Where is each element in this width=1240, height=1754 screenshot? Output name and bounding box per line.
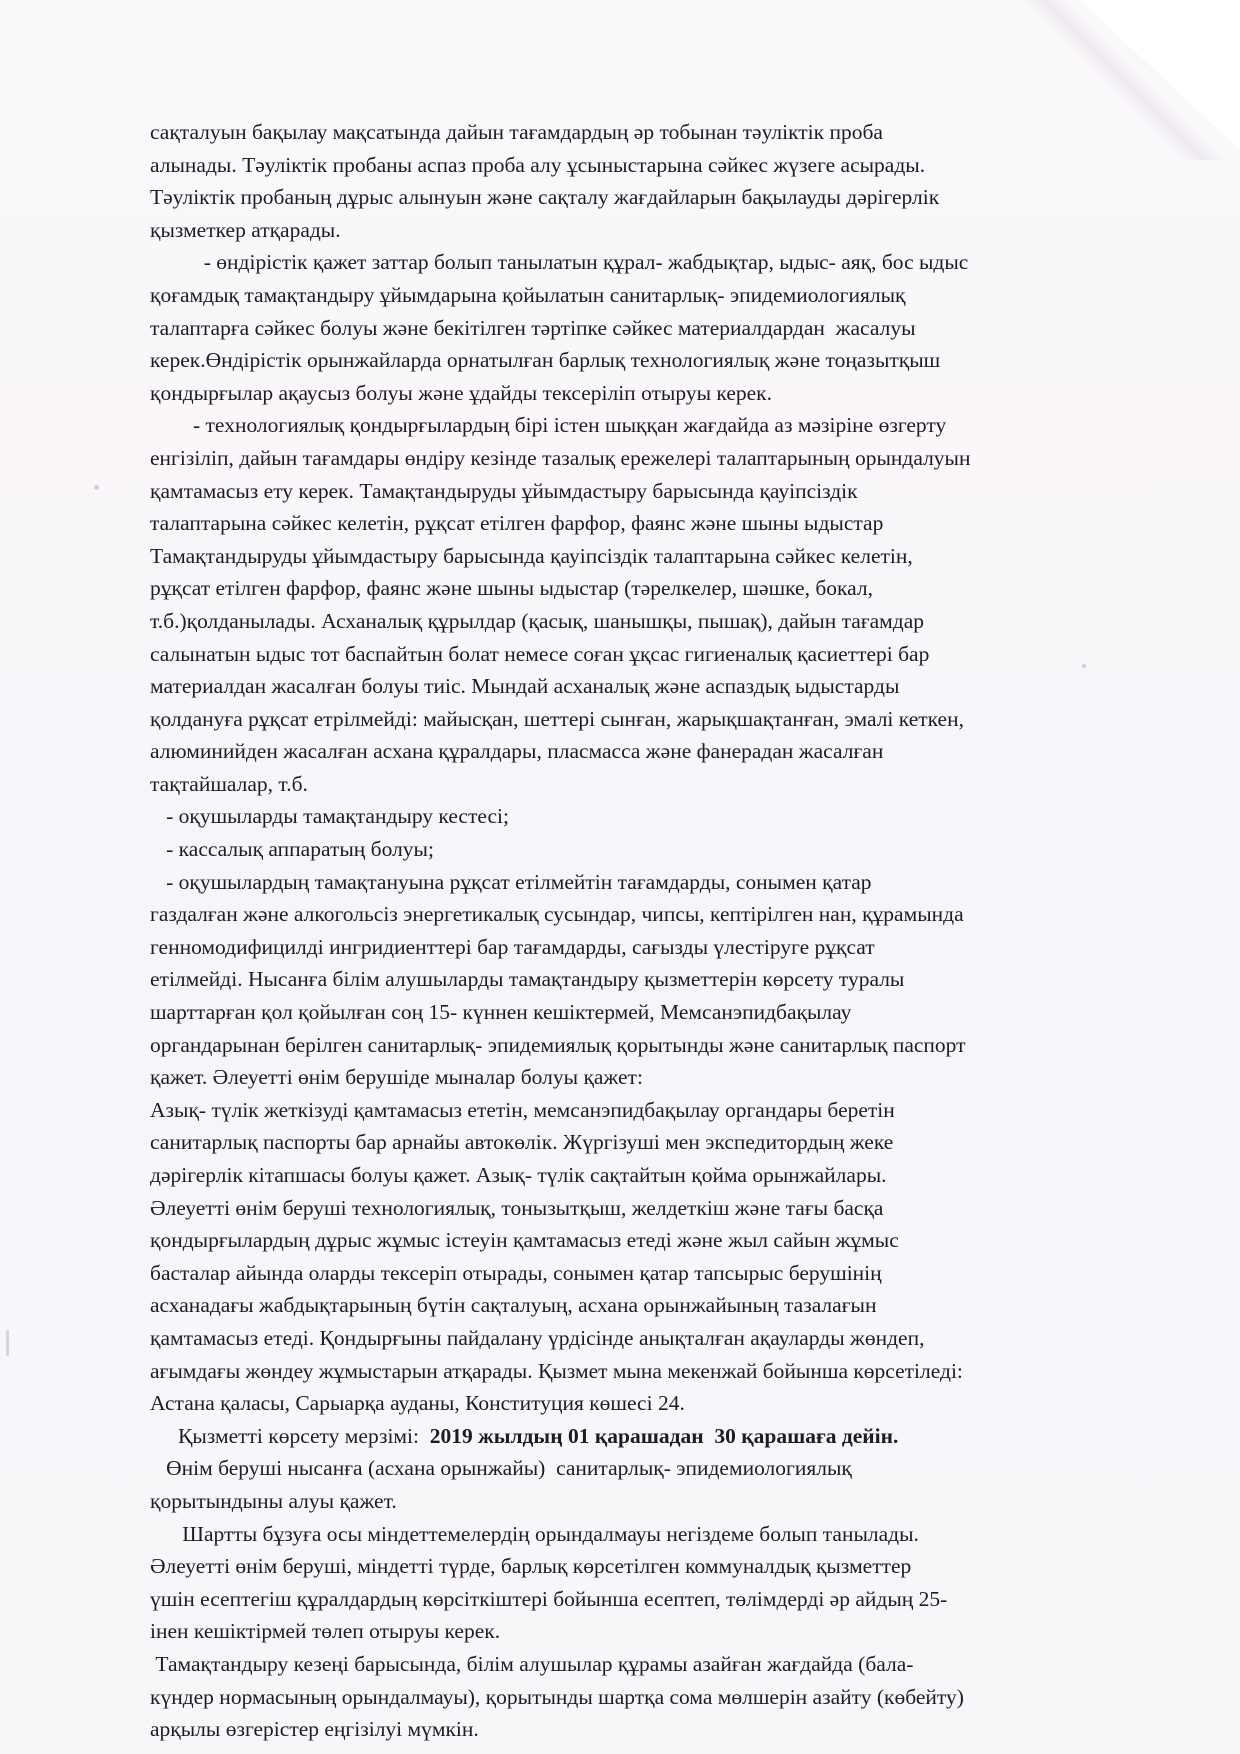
text-line: - оқушыларды тамақтандыру кестесі; (150, 804, 509, 829)
ink-speck (94, 485, 99, 490)
text-line: тақтайшалар, т.б. (150, 771, 308, 796)
text-line: алынады. Тәуліктік пробаны аспаз проба алу ұсыныстарына сәйкес жүзеге асырады. (150, 152, 926, 177)
text-line: енгізіліп, дайын тағамдары өндіру кезінде тазалық ережелері талаптарының орындалуын (150, 445, 971, 470)
text-line: ағымдағы жөндеу жұмыстарын атқарады. Қызмет мына мекенжай бойынша көрсетіледі: (150, 1358, 963, 1383)
text-line: газдалған және алкогольсіз энергетикалық сусындар, чипсы, кептірілген нан, құрамында (150, 902, 964, 927)
text-line: алюминийден жасалған асхана құралдары, пласмасса және фанерадан жасалған (150, 739, 884, 764)
text-line: етілмейді. Нысанға білім алушыларды тамақтандыру қызметтерін көрсету туралы (150, 967, 905, 992)
text-line: қолдануға рұқсат етрілмейді: майысқан, шеттері сынған, жарықшақтанған, эмалі кеткен, (150, 706, 964, 731)
text-line: органдарынан берілген санитарлық- эпидемиялық қорытынды және санитарлық паспорт (150, 1032, 966, 1057)
text-line: інен кешіктірмей төлеп отыруы керек. (150, 1619, 501, 1644)
text-line: Өнім беруші нысанға (асхана орынжайы) санитарлық- эпидемиологиялық (150, 1456, 852, 1481)
text-line: Тамақтандыру кезеңі барысында, білім алушылар құрамы азайған жағдайда (бала- (150, 1651, 914, 1676)
text-line: қорытындыны алуы қажет. (150, 1488, 397, 1513)
text-line: рұқсат етілген фарфор, фаянс және шыны ыдыстар (тәрелкелер, шәшке, бокал, (150, 576, 873, 601)
text-line: дәрігерлік кітапшасы болуы қажет. Азық- түлік сақтайтын қойма орынжайлары. (150, 1163, 887, 1187)
text-line: арқылы өзгерістер еңгізілуі мүмкін. (150, 1717, 479, 1742)
text-line: сақталуын бақылау мақсатында дайын тағамдардың әр тобынан тәуліктік проба (150, 120, 883, 144)
text-line: Әлеуетті өнім беруші технологиялық, тонызытқыш, желдеткіш және тағы басқа (150, 1195, 884, 1220)
service-period-value: 2019 жылдың 01 қарашадан 30 қарашаға дейін. (429, 1423, 899, 1448)
ink-speck (6, 1330, 9, 1356)
text-line: - кассалық аппаратың болуы; (150, 837, 434, 862)
text-line: т.б.)қолданылады. Асханалық құрылдар (қасық, шанышқы, пышақ), дайын тағамдар (150, 608, 925, 633)
text-line: Тамақтандыруды ұйымдастыру барысында қауіпсіздік талаптарына сәйкес келетін, (150, 543, 913, 568)
text-line: - өндірістік қажет заттар болып танылатын құрал- жабдықтар, ыдыс- аяқ, бос ыдыс (150, 250, 969, 275)
text-line: қажет. Әлеуетті өнім берушіде мыналар болуы қажет: (150, 1065, 643, 1090)
service-period-label: Қызметті көрсету мерзімі: (178, 1423, 419, 1448)
text-line: қоғамдық тамақтандыру ұйымдарына қойылатын санитарлық- эпидемиологиялық (150, 282, 906, 307)
text-line: қондырғылар ақаусыз болуы және ұдайды тексеріліп отыруы керек. (150, 380, 772, 405)
text-line: күндер нормасының орындалмауы), қорытынды шартқа сома мөлшерін азайту (көбейту) (150, 1684, 964, 1709)
text-line: талаптарға сәйкес болуы және бекітілген тәртіпке сәйкес материалдардан жасалуы (150, 315, 916, 340)
text-line: санитарлық паспорты бар арнайы автокөлік. Жүргізуші мен экспедитордың жеке (150, 1130, 894, 1155)
text-line: керек.Өндірістік орынжайларда орнатылған барлық технологиялық және тоңазытқыш (150, 348, 941, 373)
text-line: Әлеуетті өнім беруші, міндетті түрде, барлық көрсетілген коммуналдық қызметтер (150, 1554, 912, 1579)
service-period-line (150, 1420, 1140, 1453)
text-line: Тәуліктік пробаның дұрыс алынуын және сақталу жағдайларын бақылауды дәрігерлік (150, 185, 940, 210)
text-line: қызметкер атқарады. (150, 217, 341, 242)
text-line: асханадағы жабдықтарының бүтін сақталуың, асхана орынжайының тазалағын (150, 1293, 877, 1318)
text-line: үшін есептегіш құралдардың көрсіткіштері бойынша есептеп, төлімдерді әр айдың 25- (150, 1586, 948, 1611)
text-line: қамтамасыз етеді. Қондырғыны пайдалану үрдісінде анықталған ақауларды жөндеп, (150, 1325, 925, 1350)
text-line: Астана қаласы, Сарыарқа ауданы, Конституция көшесі 24. (150, 1391, 685, 1416)
text-line: Шартты бұзуға осы міндеттемелердің орындалмауы негіздеме болып танылады. (150, 1521, 919, 1546)
text-line: басталар айында оларды тексеріп отырады, сонымен қатар тапсырыс берушінің (150, 1260, 882, 1285)
text-line: Азық- түлік жеткізуді қамтамасыз ететін, мемсанэпидбақылау органдары беретін (150, 1097, 895, 1122)
text-line: шарттарған қол қойылған соң 15- күннен кешіктермей, Мемсанэпидбақылау (150, 1000, 852, 1025)
text-line: - технологиялық қондырғылардың бірі істен шыққан жағдайда аз мәзіріне өзгерту (150, 413, 947, 438)
text-line: салынатын ыдыс тот баспайтын болат немесе соған ұқсас гигиеналық қасиеттері бар (150, 641, 930, 666)
text-line: - оқушылардың тамақтануына рұқсат етілмейтін тағамдарды, сонымен қатар (150, 869, 872, 894)
text-line: қондырғылардың дұрыс жұмыс істеуін қамтамасыз етеді және жыл сайын жұмыс (150, 1228, 899, 1253)
text-line: генномодифицилді ингридиенттері бар тағамдарды, сағызды үлестіруге рұқсат (150, 934, 875, 959)
text-line: талаптарына сәйкес келетін, рұқсат етілген фарфор, фаянс және шыны ыдыстар (150, 511, 884, 536)
document-body (150, 116, 1140, 1746)
text-line: материалдан жасалған болуы тиіс. Мындай асханалық және аспаздық ыдыстарды (150, 674, 900, 699)
text-line: қамтамасыз ету керек. Тамақтандыруды ұйымдастыру барысында қауіпсіздік (150, 478, 858, 503)
